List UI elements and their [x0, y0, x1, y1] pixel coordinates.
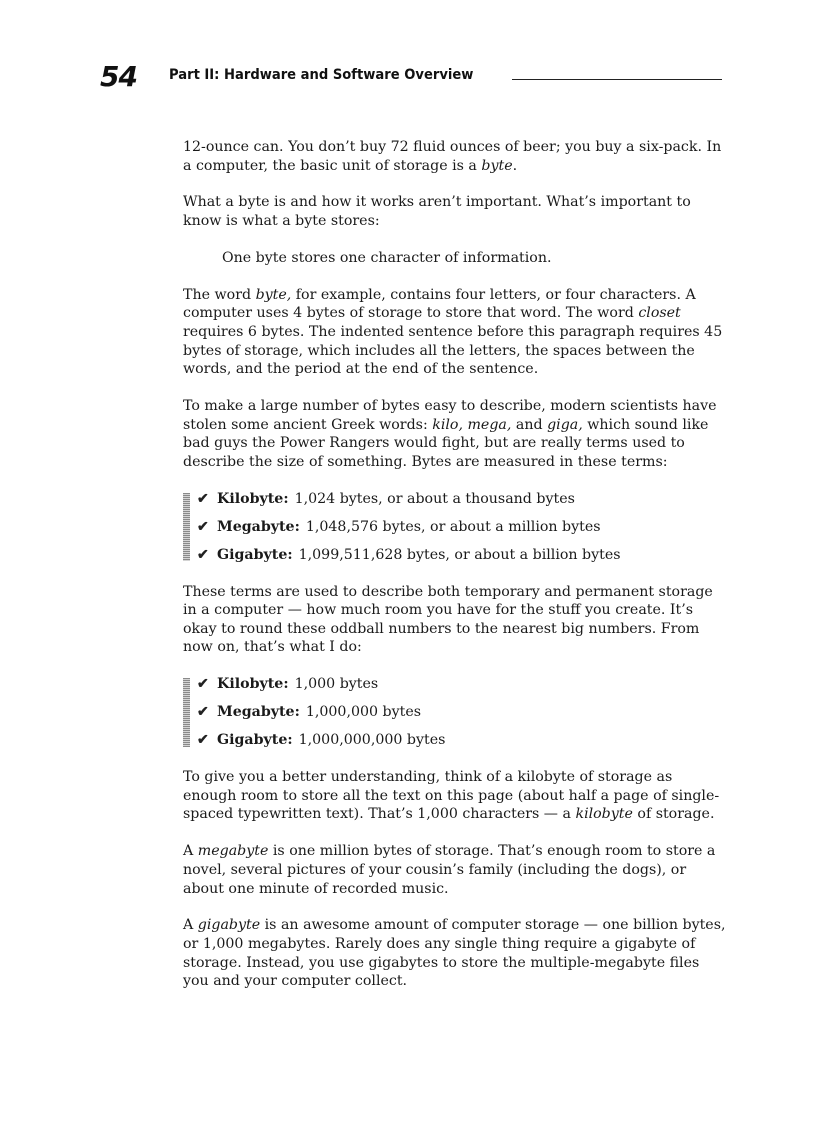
check-icon: ✔ — [197, 546, 209, 563]
check-icon: ✔ — [197, 518, 209, 535]
callout-sentence: One byte stores one character of information. — [222, 249, 552, 266]
check-icon: ✔ — [197, 732, 209, 749]
list-bar — [183, 678, 190, 747]
paragraph-1: 12-ounce can. You don’t buy 72 fluid ounces of beer; you buy a six-pack. In a computer, the basic unit of storage is a byte. — [183, 139, 722, 174]
check-icon: ✔ — [197, 490, 209, 507]
list-item: ✔ Kilobyte: 1,024 bytes, or about a thousand bytes — [197, 490, 575, 507]
part-title: Part II: Hardware and Software Overview — [169, 66, 474, 83]
paragraph-7: A megabyte is one million bytes of storage. That’s enough room to store a novel, several pictures of your cousin’s family (including the dogs), or about one minute of recorded music. — [183, 843, 716, 897]
paragraph-6: To give you a better understanding, think of a kilobyte of storage as enough room to store all the text on this page (about half a page of single-spaced typewritten text). That’s 1,000 characters — a kilobyte of storage. — [183, 769, 720, 823]
list-item: ✔ Gigabyte: 1,099,511,628 bytes, or about a billion bytes — [197, 546, 621, 563]
list-item: ✔ Gigabyte: 1,000,000,000 bytes — [197, 732, 446, 749]
list-bar — [183, 493, 190, 562]
page-header — [100, 60, 722, 92]
check-icon: ✔ — [197, 676, 209, 693]
check-icon: ✔ — [197, 704, 209, 721]
list-item: ✔ Megabyte: 1,048,576 bytes, or about a million bytes — [197, 518, 601, 535]
list-item: ✔ Megabyte: 1,000,000 bytes — [197, 704, 422, 721]
bullet-list-rounded — [183, 675, 728, 750]
bullet-list-exact — [183, 490, 728, 565]
paragraph-3: The word byte, for example, contains four letters, or four characters. A computer uses 4 bytes of storage to store that word. The word closet requires 6 bytes. The indented sentence before this paragraph requires 45 bytes of storage, which includes all the letters, the spaces between the words, and the period at the end of the sentence. — [183, 286, 723, 378]
list-item: ✔ Kilobyte: 1,000 bytes — [197, 676, 379, 693]
paragraph-8: A gigabyte is an awesome amount of computer storage — one billion bytes, or 1,000 megabytes. Rarely does any single thing require a gigabyte of storage. Instead, you use gigabytes to store the multiple-megabyte files you and your computer collect. — [183, 917, 726, 990]
paragraph-5: These terms are used to describe both temporary and permanent storage in a computer — how much room you have for the stuff you create. It’s okay to round these oddball numbers to the nearest big numbers. From now on, that’s what I do: — [183, 583, 713, 656]
page-number: 54 — [100, 60, 137, 93]
paragraph-4: To make a large number of bytes easy to describe, modern scientists have stolen some ancient Greek words: kilo, mega, and giga, which sound like bad guys the Power Rangers would fight, but are really terms used to describe the size of something. Bytes are measured in these terms: — [183, 398, 717, 470]
paragraph-2: What a byte is and how it works aren’t important. What’s important to know is what a byte stores: — [183, 194, 691, 230]
page-body — [183, 138, 728, 1009]
header-rule — [512, 79, 722, 80]
